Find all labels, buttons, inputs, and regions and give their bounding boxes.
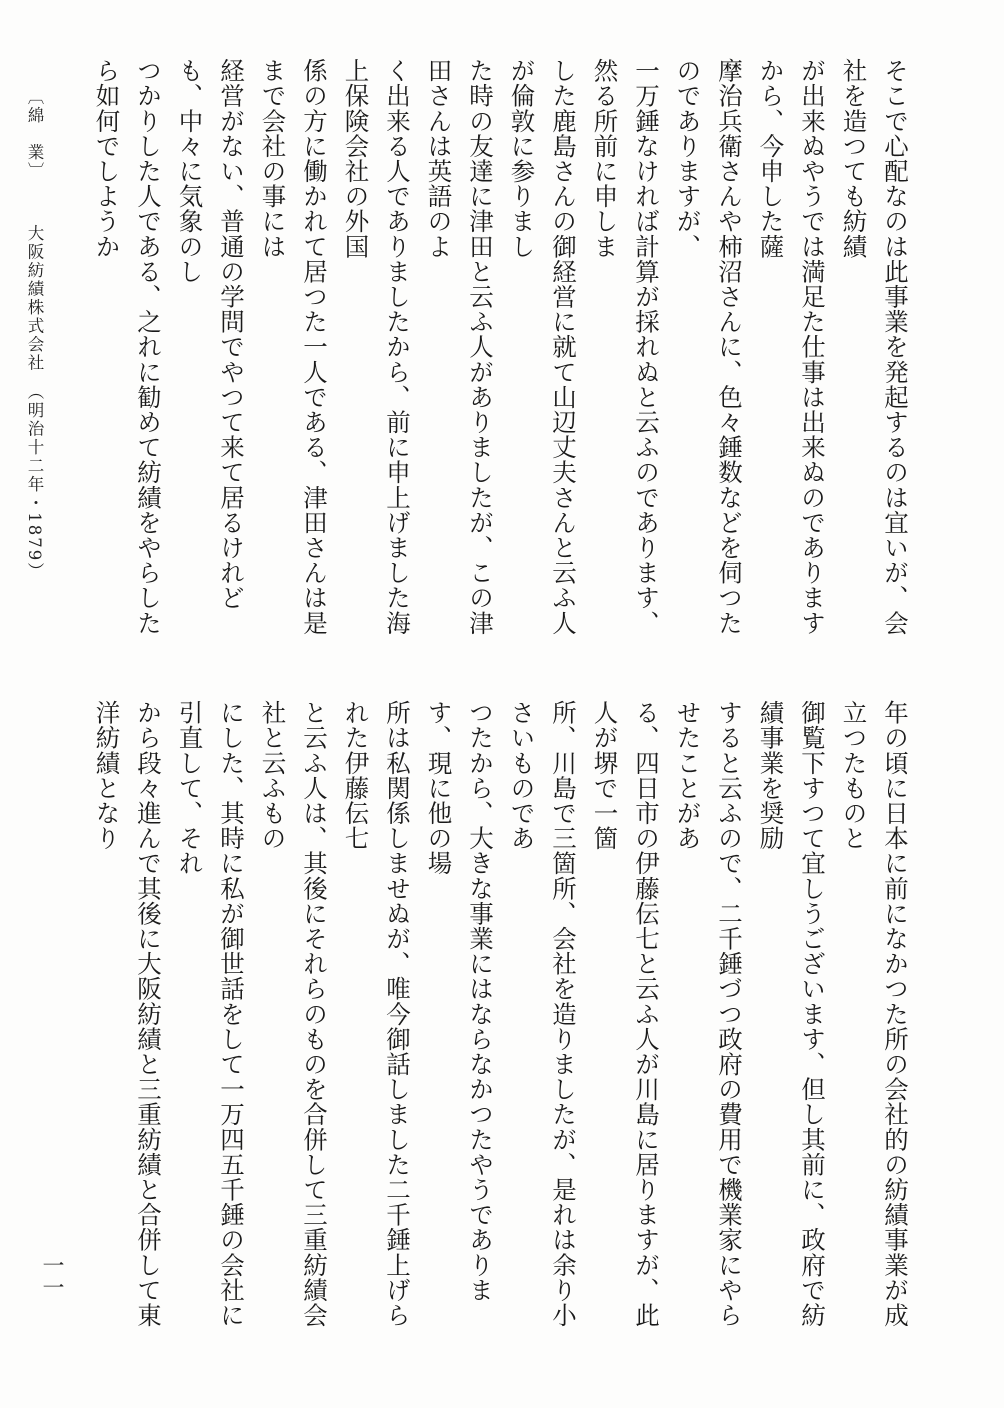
running-header <box>22 88 46 581</box>
text-line: 係の方に働かれて居つた一人である、津田さんは是まで会社の事には <box>258 58 329 636</box>
text-line: した鹿島さんの御経営に就て山辺丈夫さんと云ふ人が倫敦に参りまし <box>507 58 578 636</box>
text-line: 年の頃に日本に前になかつた所の会社的の紡績事業が成立つたものと <box>839 700 910 1328</box>
text-line: 経営がない、普通の学問でやつて来て居るけれども、中々に気象のし <box>175 58 246 611</box>
text-line: そこで心配なのは此事業を発起するのは宜いが、会社を造つても紡績 <box>839 58 910 636</box>
text-line: つかりした人である、之れに勧めて紡績をやらしたら如何でしようか <box>92 58 163 636</box>
text-line: から段々進んで其後に大阪紡績と三重紡績と合併して東洋紡績となり <box>92 700 163 1328</box>
page-number: 一一 <box>39 1254 64 1298</box>
header-company: 大阪紡績株式会社 （明治十二年・1879） <box>25 224 44 581</box>
text-line: る、四日市の伊藤伝七と云ふ人が川島に居りますが、此人が堺で一箇 <box>590 700 661 1328</box>
text-line: すると云ふので、二千錘づつ政府の費用で機業家にやらせたことがあ <box>673 700 744 1328</box>
text-line: つたから、大きな事業にはならなかつたやうであります、現に他の場 <box>424 700 495 1303</box>
text-line: 摩治兵衛さんや柿沼さんに、色々錘数などを伺つたのでありますが、 <box>673 58 744 636</box>
lower-text-block <box>86 700 916 1340</box>
text-line: 一万錘なければ計算が採れぬと云ふのであります、然る所前に申しま <box>590 58 661 636</box>
text-line: と云ふ人は、其後にそれらのものを合併して三重紡績会社と云ふもの <box>258 700 329 1328</box>
text-line: 所は私関係しませぬが、唯今御話しました二千錘上げられた伊藤伝七 <box>341 700 412 1328</box>
text-line: 御覧下すつて宜しうございます、但し其前に、政府で紡績事業を奨励 <box>756 700 827 1328</box>
text-line: にした、其時に私が御世話をして一万四五千錘の会社に引直して、それ <box>175 700 246 1328</box>
header-category: 〔綿 業〕 <box>25 88 44 181</box>
text-line: が出来ぬやうでは満足た仕事は出来ぬのでありますから、今申した薩 <box>756 58 827 636</box>
text-line: た時の友達に津田と云ふ人がありましたが、この津田さんは英語のよ <box>424 58 495 636</box>
upper-text-block <box>86 58 916 658</box>
text-line: く出来る人でありましたから、前に申上げました海上保険会社の外国 <box>341 58 412 636</box>
text-line: 所、川島で三箇所、会社を造りましたが、是れは余り小さいものであ <box>507 700 578 1328</box>
